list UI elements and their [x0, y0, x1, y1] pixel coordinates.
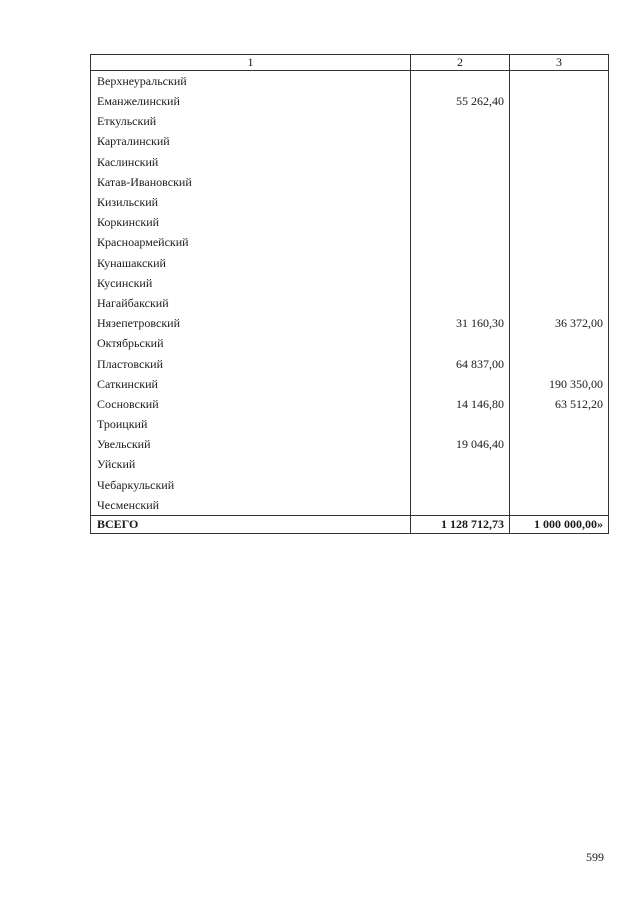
districts-table [90, 54, 609, 534]
value-col2 [411, 172, 510, 192]
value-col2 [411, 212, 510, 232]
total-label: ВСЕГО [91, 515, 411, 533]
value-col2 [411, 232, 510, 252]
value-col3 [510, 333, 609, 353]
value-col3 [510, 111, 609, 131]
value-col2: 14 146,80 [411, 394, 510, 414]
table-row [91, 192, 609, 212]
table-row [91, 353, 609, 373]
total-col3: 1 000 000,00» [510, 515, 609, 533]
value-col3: 63 512,20 [510, 394, 609, 414]
value-col2 [411, 293, 510, 313]
table-row [91, 253, 609, 273]
value-col2 [411, 495, 510, 516]
table-row [91, 495, 609, 516]
table-row [91, 475, 609, 495]
district-name: Чебаркульский [91, 475, 411, 495]
district-name: Кизильский [91, 192, 411, 212]
value-col3 [510, 414, 609, 434]
column-header-1: 1 [91, 55, 411, 71]
value-col3 [510, 273, 609, 293]
district-name: Нагайбакский [91, 293, 411, 313]
value-col2 [411, 333, 510, 353]
value-col2 [411, 414, 510, 434]
district-name: Уйский [91, 454, 411, 474]
value-col3: 190 350,00 [510, 374, 609, 394]
column-header-3: 3 [510, 55, 609, 71]
table-row [91, 454, 609, 474]
district-name: Каслинский [91, 152, 411, 172]
district-name: Кунашакский [91, 253, 411, 273]
table-row [91, 333, 609, 353]
value-col2: 64 837,00 [411, 353, 510, 373]
value-col2 [411, 71, 510, 92]
value-col2 [411, 273, 510, 293]
table-row [91, 232, 609, 252]
value-col3 [510, 71, 609, 92]
table-row [91, 131, 609, 151]
district-name: Троицкий [91, 414, 411, 434]
district-name: Увельский [91, 434, 411, 454]
district-name: Саткинский [91, 374, 411, 394]
district-name: Еткульский [91, 111, 411, 131]
district-name: Коркинский [91, 212, 411, 232]
value-col2 [411, 131, 510, 151]
page-number: 599 [586, 850, 604, 864]
value-col2 [411, 454, 510, 474]
value-col3 [510, 131, 609, 151]
table-row [91, 172, 609, 192]
table-total-row [91, 515, 609, 533]
district-name: Кусинский [91, 273, 411, 293]
value-col3 [510, 253, 609, 273]
value-col3 [510, 152, 609, 172]
table-row [91, 212, 609, 232]
column-header-2: 2 [411, 55, 510, 71]
district-name: Чесменский [91, 495, 411, 516]
value-col2: 55 262,40 [411, 91, 510, 111]
district-name: Нязепетровский [91, 313, 411, 333]
value-col3 [510, 172, 609, 192]
table-row [91, 434, 609, 454]
total-col2: 1 128 712,73 [411, 515, 510, 533]
table-row [91, 71, 609, 92]
district-name: Октябрьский [91, 333, 411, 353]
district-name: Еманжелинский [91, 91, 411, 111]
district-name: Пластовский [91, 353, 411, 373]
table-header-row [91, 55, 609, 71]
table-row [91, 91, 609, 111]
value-col3: 36 372,00 [510, 313, 609, 333]
value-col2 [411, 152, 510, 172]
value-col2 [411, 111, 510, 131]
district-name: Катав-Ивановский [91, 172, 411, 192]
value-col3 [510, 293, 609, 313]
table-row [91, 111, 609, 131]
value-col2 [411, 192, 510, 212]
value-col3 [510, 434, 609, 454]
table-row [91, 273, 609, 293]
district-name: Карталинский [91, 131, 411, 151]
value-col3 [510, 91, 609, 111]
district-name: Сосновский [91, 394, 411, 414]
value-col2: 19 046,40 [411, 434, 510, 454]
table-row [91, 394, 609, 414]
table-row [91, 374, 609, 394]
table-row [91, 414, 609, 434]
value-col2 [411, 374, 510, 394]
value-col2 [411, 475, 510, 495]
value-col2: 31 160,30 [411, 313, 510, 333]
district-name: Красноармейский [91, 232, 411, 252]
value-col3 [510, 495, 609, 516]
value-col3 [510, 353, 609, 373]
value-col3 [510, 232, 609, 252]
table-row [91, 313, 609, 333]
district-name: Верхнеуральский [91, 71, 411, 92]
value-col3 [510, 192, 609, 212]
value-col3 [510, 454, 609, 474]
table-row [91, 152, 609, 172]
table-body [91, 71, 609, 516]
value-col2 [411, 253, 510, 273]
value-col3 [510, 475, 609, 495]
value-col3 [510, 212, 609, 232]
table-row [91, 293, 609, 313]
